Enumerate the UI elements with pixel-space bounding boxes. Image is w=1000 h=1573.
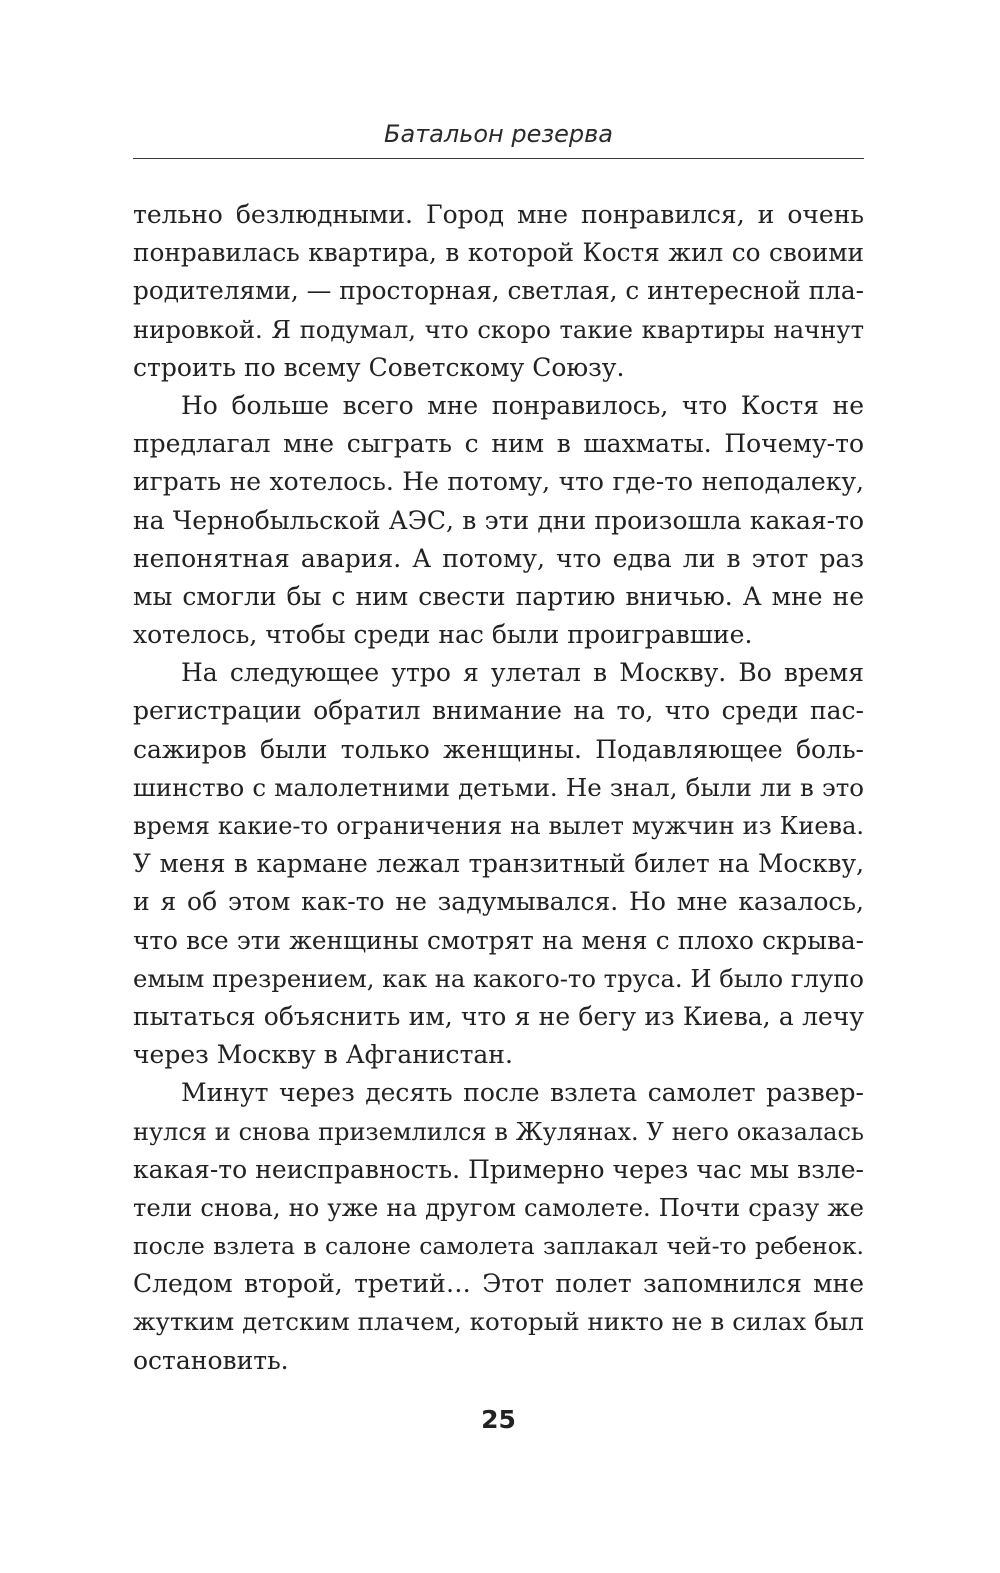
text-line: Но больше всего мне понравилось, что Костя не (181, 390, 864, 420)
text-line: время какие-то ограничения на вылет мужчин из Киева. (133, 812, 864, 840)
text-line: нировкой. Я подумал, что скоро такие квартиры начнут (133, 314, 864, 344)
text-line: строить по всему Советскому Союзу. (133, 352, 625, 382)
text-line: У меня в кармане лежал транзитный билет на Москву, (133, 849, 864, 879)
text-line: какая-то неисправность. Примерно через час мы взле- (133, 1154, 864, 1184)
book-page (133, 0, 864, 1573)
text-line: через Москву в Афганистан. (133, 1040, 513, 1070)
text-line: понравилась квартира, в которой Костя жил со своими (133, 238, 864, 268)
paragraph-4 (133, 1074, 864, 1380)
text-line: мы смогли бы с ним свести партию вничью. А мне не (133, 581, 864, 611)
text-line: шинство с малолетними детьми. Не знал, были ли в это (133, 772, 864, 802)
page-number: 25 (481, 1405, 516, 1434)
paragraph-1 (133, 196, 864, 387)
text-line: что все эти женщины смотрят на меня с плохо скрыва- (133, 925, 864, 955)
text-line: после взлета в салоне самолета заплакал чей-то ребенок. (133, 1232, 864, 1261)
text-line: остановить. (133, 1345, 289, 1375)
text-line: хотелось, чтобы среди нас были проигравшие. (133, 620, 753, 650)
text-line: родителями, — просторная, светлая, с интересной пла- (133, 276, 864, 306)
running-head: Батальон резерва (384, 120, 613, 148)
body-text (133, 196, 864, 1380)
text-line: Следом второй, третий… Этот полет запомнился мне (133, 1269, 864, 1299)
text-line: сажиров были только женщины. Подавляющее боль- (133, 734, 864, 764)
paragraph-3 (133, 654, 864, 1074)
text-line: предлагал мне сыграть с ним в шахматы. Почему-то (133, 429, 864, 459)
text-line: пытаться объяснить им, что я не бегу из Киева, а лечу (133, 1001, 864, 1031)
text-line: на Чернобыльской АЭС, в эти дни произошла какая-то (133, 505, 864, 535)
text-line: Минут через десять после взлета самолет развер- (181, 1078, 864, 1108)
text-line: играть не хотелось. Не потому, что где-то неподалеку, (133, 467, 864, 497)
text-line: регистрации обратил внимание на то, что среди пас- (133, 696, 864, 726)
text-line: емым презрением, как на какого-то труса. И было глупо (133, 963, 864, 993)
header-rule (133, 158, 864, 159)
text-line: На следующее утро я улетал в Москву. Во время (181, 658, 864, 688)
text-line: непонятная авария. А потому, что едва ли в этот раз (133, 543, 864, 573)
text-line: тели снова, но уже на другом самолете. Почти сразу же (133, 1192, 864, 1222)
text-line: и я об этом как-то не задумывался. Но мне казалось, (133, 887, 864, 917)
text-line: нулся и снова приземлился в Жулянах. У него оказалась (133, 1117, 864, 1146)
text-line: жутким детским плачем, который никто не в силах был (133, 1307, 864, 1337)
text-line: тельно безлюдными. Город мне понравился, и очень (133, 200, 864, 229)
paragraph-2 (133, 387, 864, 654)
